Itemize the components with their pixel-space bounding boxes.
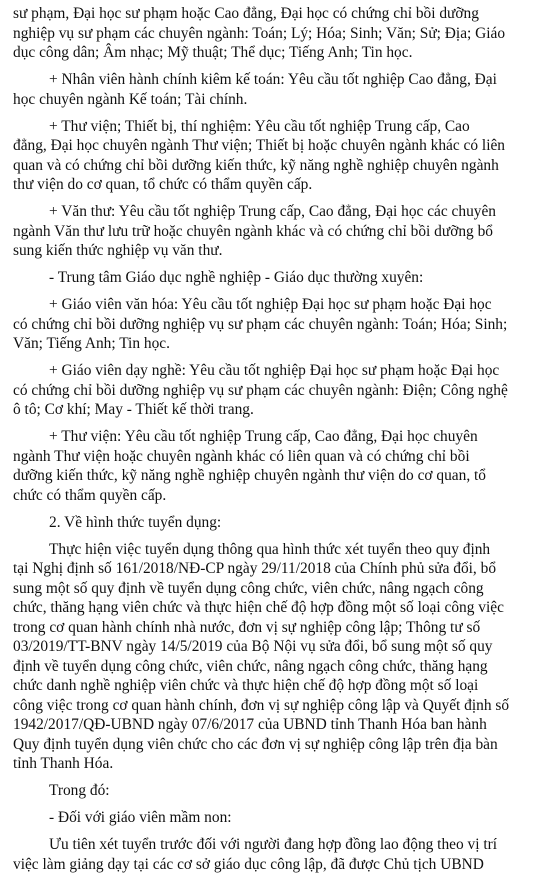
paragraph-7 <box>13 361 542 420</box>
paragraph-12-text: - Đối với giáo viên mầm non: <box>49 809 232 826</box>
paragraph-5 <box>13 268 542 288</box>
paragraph-1-text: sư phạm, Đại học sư phạm hoặc Cao đẳng, Đại học có chứng chỉ bồi dưỡng nghiệp vụ sư phạm các chuyên ngành: Toán; Lý; Hóa; Sinh; Văn; Sử; Địa; Giáo dục công dân; Âm nhạc; Mỹ thuật; Thể dục; Tiếng Anh; Tin học. <box>13 5 506 61</box>
paragraph-13 <box>13 835 542 874</box>
paragraph-13-text: Ưu tiên xét tuyển trước đối với người đang hợp đồng lao động theo vị trí việc làm giảng dạy tại các cơ sở giáo dục công lập, đã được Chủ tịch UBND <box>13 836 498 873</box>
paragraph-2 <box>13 70 542 109</box>
paragraph-3-text: + Thư viện; Thiết bị, thí nghiệm: Yêu cầu tốt nghiệp Trung cấp, Cao đẳng, Đại học chuyên ngành Thư viện; Thiết bị hoặc chuyên ngành khác có liên quan và có chứng chỉ bồi dưỡng kiến thức, kỹ năng nghề nghiệp chuyên ngành thư viện do cơ quan, tổ chức có thẩm quyền cấp. <box>13 117 506 193</box>
paragraph-2-text: + Nhân viên hành chính kiêm kế toán: Yêu cầu tốt nghiệp Cao đẳng, Đại học chuyên ngành Kế toán; Tài chính. <box>13 71 497 108</box>
paragraph-10-text: Thực hiện việc tuyển dụng thông qua hình thức xét tuyển theo quy định tại Nghị định số 161/2018/NĐ-CP ngày 29/11/2018 của Chính phủ sửa đổi, bổ sung một số quy định về tuyển dụng công chức, viên chức, nâng ngạch công chức, thăng hạng viên chức và thực hiện chế độ hợp đồng một số loại công việc trong cơ quan hành chính nhà nước, đơn vị sự nghiệp công lập; Thông tư số 03/2019/TT-BNV ngày 14/5/2019 của Bộ Nội vụ sửa đổi, bổ sung một số quy định về tuyển dụng công chức, viên chức, nâng ngạch công chức, thăng hạng chức danh nghề nghiệp viên chức và thực hiện chế độ hợp đồng một số loại công việc trong cơ quan hành chính, đơn vị sự nghiệp công lập và Quyết định số 1942/2017/QĐ-UBND ngày 07/6/2017 của UBND tỉnh Thanh Hóa ban hành Quy định tuyển dụng viên chức cho các đơn vị sự nghiệp công lập trên địa bàn tỉnh Thanh Hóa. <box>13 540 510 772</box>
paragraph-1 <box>13 4 542 63</box>
paragraph-6 <box>13 295 542 354</box>
paragraph-8 <box>13 427 542 505</box>
paragraph-5-text: - Trung tâm Giáo dục nghề nghiệp - Giáo dục thường xuyên: <box>49 269 424 286</box>
paragraph-9 <box>13 513 542 533</box>
paragraph-7-text: + Giáo viên dạy nghề: Yêu cầu tốt nghiệp Đại học sư phạm hoặc Đại học có chứng chỉ bồi dưỡng nghiệp vụ sư phạm các chuyên ngành: Điện; Công nghệ ô tô; Cơ khí; May - Thiết kế thời trang. <box>13 362 508 418</box>
paragraph-9-text: 2. Về hình thức tuyển dụng: <box>49 513 222 531</box>
paragraph-11-text: Trong đó: <box>49 782 110 799</box>
paragraph-4-text: + Văn thư: Yêu cầu tốt nghiệp Trung cấp, Cao đẳng, Đại học các chuyên ngành Văn thư lưu trữ hoặc chuyên ngành khác và có chứng chỉ bồi dưỡng bổ sung kiến thức nghiệp vụ văn thư. <box>13 203 496 259</box>
paragraph-8-text: + Thư viện: Yêu cầu tốt nghiệp Trung cấp, Cao đẳng, Đại học chuyên ngành Thư viện hoặc chuyên ngành khác có liên quan và có chứng chỉ bồi dưỡng kiến thức, kỹ năng nghề nghiệp chuyên ngành thư viện do cơ quan, tổ chức có thẩm quyền cấp. <box>13 428 486 504</box>
paragraph-6-text: + Giáo viên văn hóa: Yêu cầu tốt nghiệp Đại học sư phạm hoặc Đại học có chứng chỉ bồi dưỡng nghiệp vụ sư phạm các chuyên ngành: Toán; Hóa; Sinh; Văn; Tiếng Anh; Tin học. <box>13 296 508 352</box>
paragraph-3 <box>13 117 542 195</box>
paragraph-4 <box>13 202 542 261</box>
paragraph-10 <box>13 540 542 774</box>
paragraph-12 <box>13 808 542 828</box>
paragraph-11 <box>13 781 542 801</box>
